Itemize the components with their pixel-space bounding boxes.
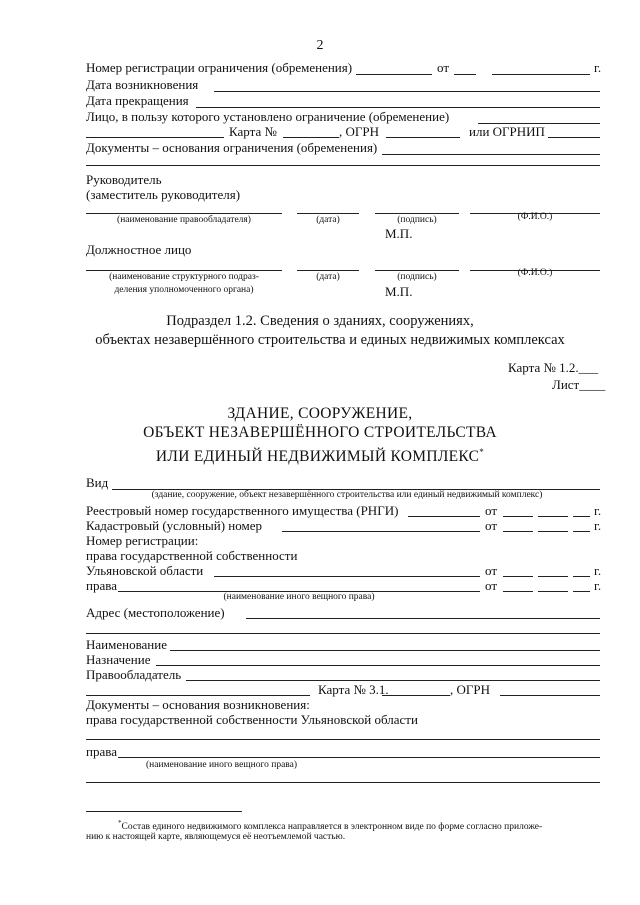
footnote-separator (86, 811, 242, 812)
region-ot: от (485, 563, 498, 578)
ot-label: от (437, 60, 450, 75)
rngi-line (408, 516, 480, 517)
title-footnote-mark: * (479, 447, 485, 457)
cadastral-line (282, 531, 480, 532)
card-number: Карта № 1.2.___ (508, 360, 599, 375)
registration-label: Номер регистрации: (86, 533, 199, 548)
other-right-date-2 (538, 591, 568, 592)
fio-caption: (Ф.И.О.) (517, 212, 553, 222)
cadastral-label: Кадастровый (условный) номер (86, 518, 263, 533)
docs-label: Документы – основания ограничения (обременения) (86, 140, 378, 155)
reg-number-label: Номер регистрации ограничения (обременения) (86, 60, 353, 75)
region-g: г. (594, 563, 602, 578)
title-line-2: ОБЪЕКТ НЕЗАВЕРШЁННОГО СТРОИТЕЛЬСТВА (143, 424, 497, 441)
region-date-1 (503, 576, 533, 577)
signature-line (375, 213, 459, 214)
region-date-3 (573, 576, 590, 577)
rngi-date-2 (538, 516, 568, 517)
title-line-1: ЗДАНИЕ, СООРУЖЕНИЕ, (227, 405, 413, 422)
ogrnip-label: или ОГРНИП (469, 124, 545, 139)
year-suffix: г. (594, 60, 602, 75)
signature-caption-2: (подпись) (397, 272, 437, 282)
rngi-g: г. (594, 503, 602, 518)
footnote-line-1 (118, 818, 542, 833)
address-line-1 (246, 618, 600, 619)
footnote-line-1-text: Состав единого недвижимого комплекса направляется в электронном виде по форме согласно приложе- (121, 822, 543, 833)
ogrn-line (386, 137, 460, 138)
cadastral-date-1 (503, 531, 533, 532)
page-number: 2 (316, 38, 324, 53)
docs-origin-label: Документы – основания возникновения: (86, 697, 310, 712)
karta-label: Карта № (229, 124, 277, 139)
head-label: Руководитель (86, 172, 162, 187)
rngi-ot: от (485, 503, 498, 518)
reg-number-line (356, 74, 432, 75)
docs-other-right-line-2 (86, 782, 600, 783)
rngi-date-3 (573, 516, 590, 517)
footnote-mark: * (118, 819, 122, 827)
deputy-label: (заместитель руководителя) (86, 187, 241, 202)
subsection-title-2: объектах незавершённого строительства и единых недвижимых комплексах (95, 332, 565, 348)
person-label: Лицо, в пользу которого установлено ограничение (обременение) (86, 109, 450, 124)
vid-caption: (здание, сооружение, объект незавершённого строительства или единый недвижимый комплекс) (151, 490, 543, 500)
rngi-date-1 (503, 516, 533, 517)
name-line (170, 650, 600, 651)
other-right-caption: (наименование иного вещного права) (223, 592, 375, 602)
docs-other-right-line (118, 757, 600, 758)
ogrn-label: , ОГРН (339, 124, 380, 139)
cadastral-date-2 (538, 531, 568, 532)
region-date-2 (538, 576, 568, 577)
holder-name-caption: (наименование правообладателя) (117, 215, 251, 225)
date-start-label: Дата возникновения (86, 77, 199, 92)
other-right-ot: от (485, 578, 498, 593)
subsection-title-1: Подраздел 1.2. Сведения о зданиях, сооружениях, (166, 313, 474, 329)
docs-other-right-caption: (наименование иного вещного права) (146, 760, 298, 770)
vid-label: Вид (86, 475, 109, 490)
date-end-label: Дата прекращения (86, 93, 189, 108)
other-right-label: права (86, 578, 117, 593)
signature-line-2 (375, 270, 459, 271)
unit-name-caption-2: деления уполномоченного органа) (114, 285, 254, 295)
purpose-line (156, 665, 600, 666)
holder-label: Правообладатель (86, 667, 182, 682)
date-caption-2: (дата) (316, 272, 340, 282)
footnote-line-2: нию к настоящей карте, являющемуся её неотъемлемой частью. (86, 832, 346, 842)
ogrnip-line (548, 137, 600, 138)
date-end-line (196, 107, 600, 108)
region-line (214, 576, 480, 577)
stamp-place-2: М.П. (385, 284, 413, 299)
address-line-2 (86, 633, 600, 634)
other-right-g: г. (594, 578, 602, 593)
stamp-place: М.П. (385, 226, 413, 241)
date-day-line (454, 74, 476, 75)
docs-line-2 (86, 165, 600, 166)
karta-31-line (382, 695, 450, 696)
title-line-3 (40, 443, 600, 466)
holder-name-line (86, 213, 282, 214)
docs-other-right-label: права (86, 744, 117, 759)
cadastral-date-3 (573, 531, 590, 532)
karta-31-label: Карта № 3.1. (318, 682, 389, 697)
person-name-line (86, 137, 224, 138)
docs-line (86, 739, 600, 740)
unit-name-caption-1: (наименование структурного подраз- (109, 272, 259, 282)
date-caption: (дата) (316, 215, 340, 225)
signature-caption: (подпись) (397, 215, 437, 225)
date-line-2 (297, 270, 359, 271)
sheet-number: Лист____ (552, 377, 606, 392)
cadastral-ot: от (485, 518, 498, 533)
other-right-date-3 (573, 591, 590, 592)
region-label: Ульяновской области (86, 563, 204, 578)
date-line (297, 213, 359, 214)
cadastral-g: г. (594, 518, 602, 533)
holder-line (186, 680, 600, 681)
name-label: Наименование (86, 637, 167, 652)
date-month-line (492, 74, 590, 75)
docs-gov-right: права государственной собственности Ульяновской области (86, 712, 418, 727)
purpose-label: Назначение (86, 652, 151, 667)
holder-ogrn-label: , ОГРН (450, 682, 491, 697)
holder-ogrn-line (500, 695, 600, 696)
docs-line-1 (382, 154, 600, 155)
date-start-line (214, 91, 600, 92)
other-right-date-1 (503, 591, 533, 592)
address-label: Адрес (местоположение) (86, 605, 225, 620)
rngi-label: Реестровый номер государственного имущества (РНГИ) (86, 503, 399, 518)
unit-name-line (86, 270, 282, 271)
gov-right-label: права государственной собственности (86, 548, 298, 563)
fio-caption-2: (Ф.И.О.) (517, 268, 553, 278)
official-label: Должностное лицо (86, 242, 192, 257)
holder-line-2 (86, 695, 310, 696)
title-line-3-text: ИЛИ ЕДИНЫЙ НЕДВИЖИМЫЙ КОМПЛЕКС (155, 448, 480, 466)
karta-line (283, 137, 339, 138)
